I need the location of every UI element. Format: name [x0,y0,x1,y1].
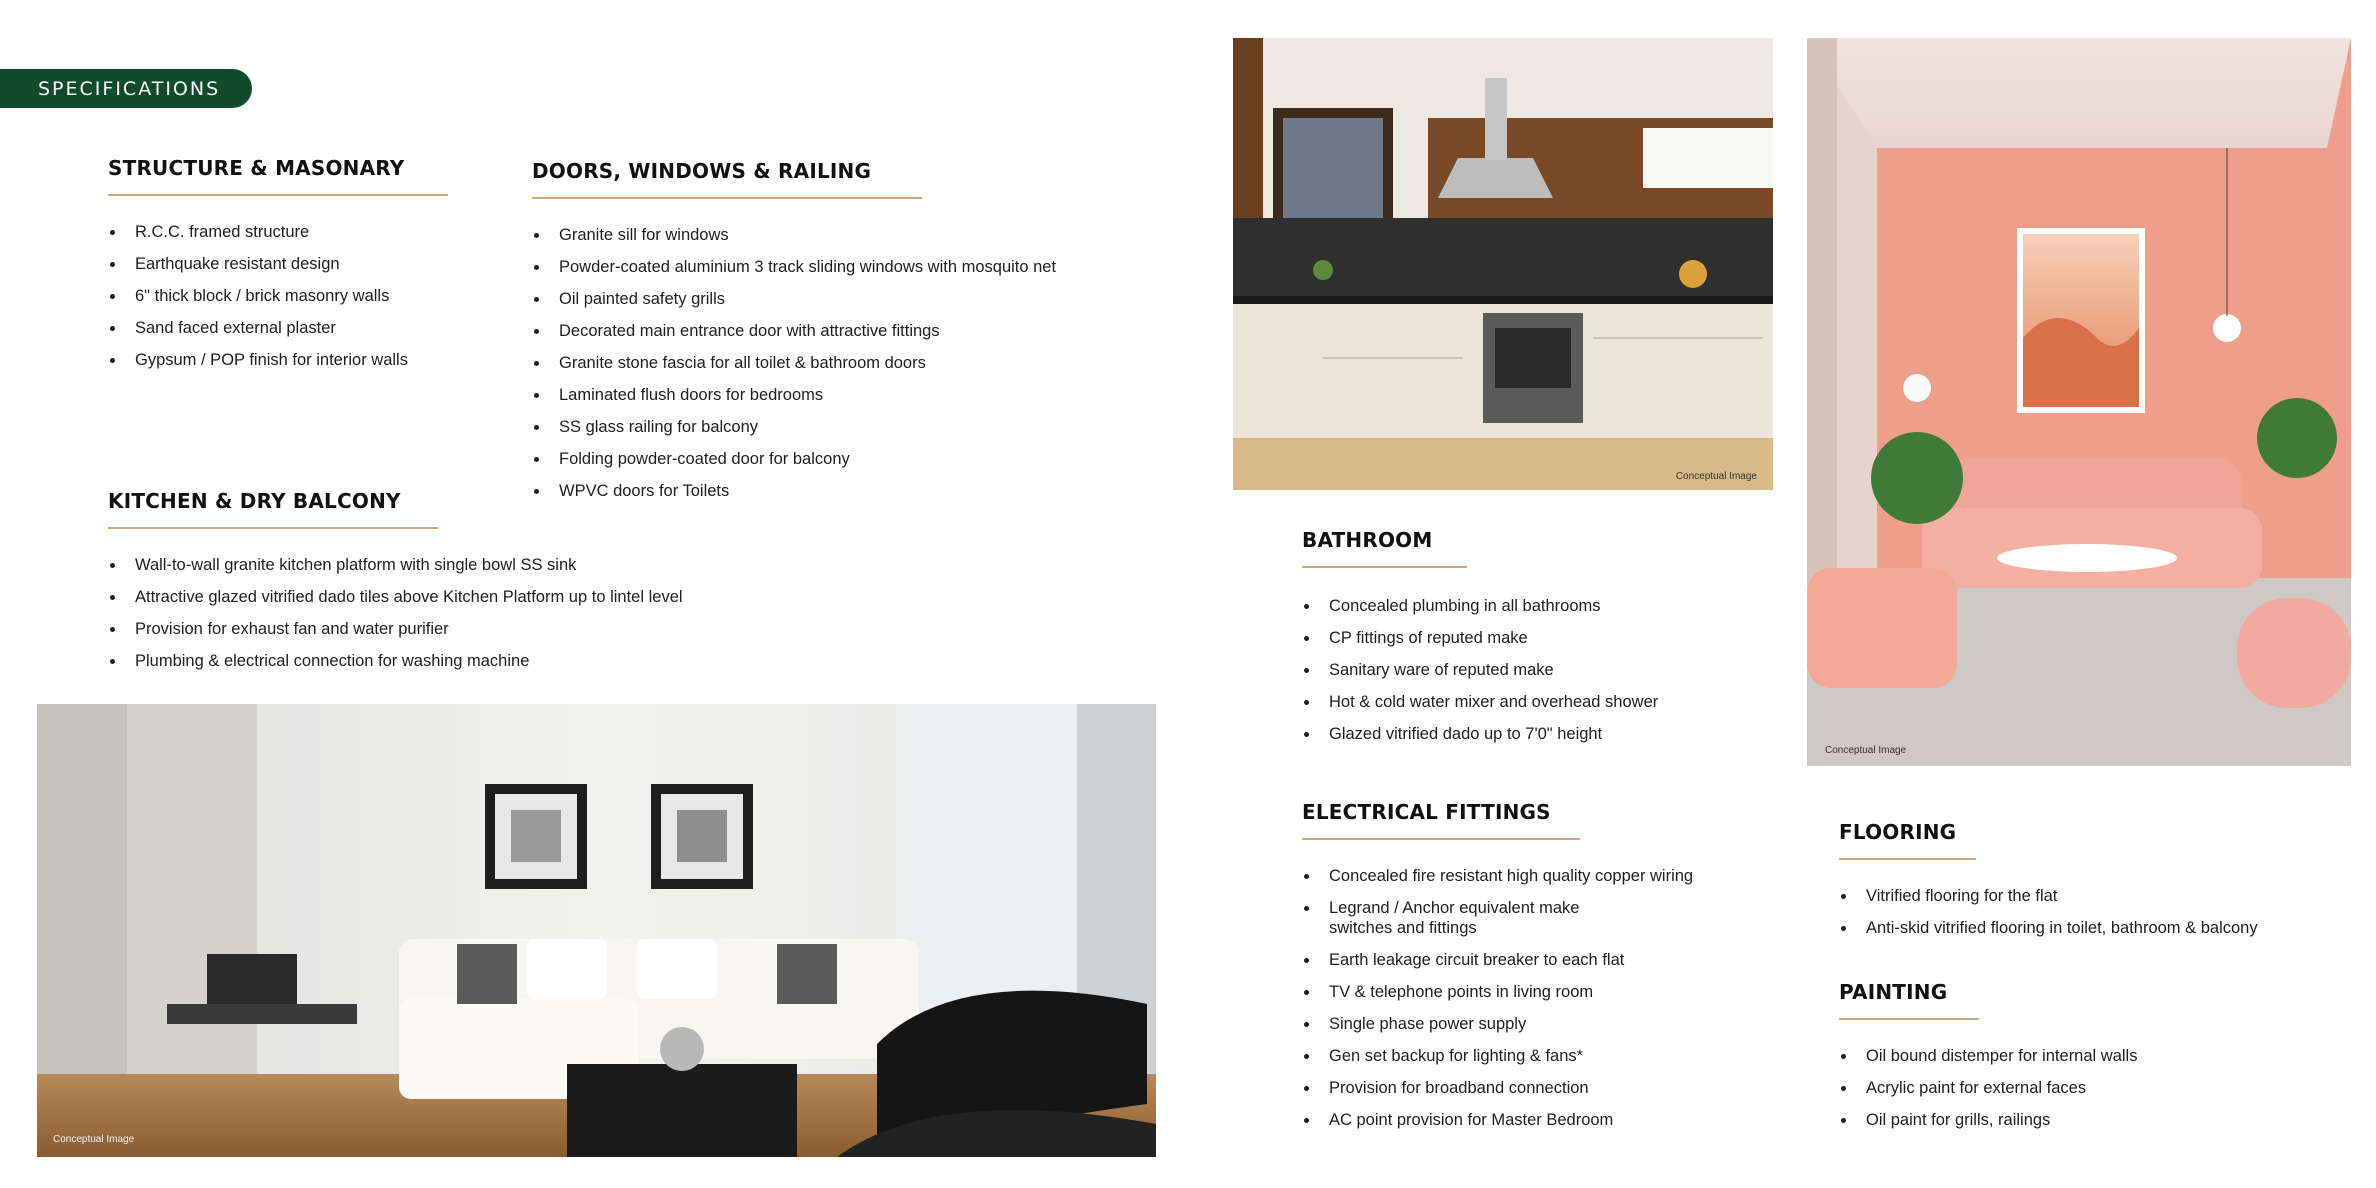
list-item: WPVC doors for Toilets [532,481,922,501]
list-item: CP fittings of reputed make [1302,628,1467,648]
list-item: Provision for broadband connection [1302,1078,1580,1098]
section-title: PAINTING [1839,980,1948,1004]
section-electrical [1302,800,1694,1142]
section-title: ELECTRICAL FITTINGS [1302,800,1551,824]
kitchen-photo [1233,38,1773,490]
section-divider [1302,566,1467,568]
list-item: Single phase power supply [1302,1014,1580,1034]
section-divider [108,194,448,196]
section-title: KITCHEN & DRY BALCONY [108,489,401,513]
spec-list [532,225,1057,501]
photo-caption: Conceptual Image [1675,471,1757,482]
spec-list [1839,886,2258,938]
section-divider [108,527,438,529]
section-divider [532,197,922,199]
list-item: R.C.C. framed structure [108,222,448,242]
list-item: TV & telephone points in living room [1302,982,1580,1002]
list-item: Oil painted safety grills [532,289,922,309]
section-divider [1302,838,1580,840]
list-item: Folding powder-coated door for balcony [532,449,922,469]
list-item: Granite sill for windows [532,225,922,245]
section-title: DOORS, WINDOWS & RAILING [532,159,872,183]
section-title: FLOORING [1839,820,1957,844]
spec-list [1302,596,1659,744]
list-item: Oil bound distemper for internal walls [1839,1046,1979,1066]
list-item: AC point provision for Master Bedroom [1302,1110,1580,1130]
section-flooring [1839,820,2258,950]
list-item: Concealed plumbing in all bathrooms [1302,596,1467,616]
list-item: Glazed vitrified dado up to 7'0" height [1302,724,1467,744]
list-item: Oil paint for grills, railings [1839,1110,1979,1130]
list-item: Granite stone fascia for all toilet & bathroom doors [532,353,922,373]
photo-caption: Conceptual Image [53,1134,135,1145]
photo-caption: Conceptual Image [1825,745,1907,756]
section-structure [108,156,448,382]
list-item: Earthquake resistant design [108,254,448,274]
list-item: Hot & cold water mixer and overhead shower [1302,692,1467,712]
specifications-badge [0,69,252,108]
list-item: Acrylic paint for external faces [1839,1078,1979,1098]
list-item: Wall-to-wall granite kitchen platform with single bowl SS sink [108,555,438,575]
list-item: Concealed fire resistant high quality copper wiring [1302,866,1580,886]
section-divider [1839,858,1976,860]
list-item: Legrand / Anchor equivalent make switches and fittings [1302,898,1589,938]
list-item: Vitrified flooring for the flat [1839,886,1976,906]
list-item: Sanitary ware of reputed make [1302,660,1467,680]
spec-list [1839,1046,2138,1130]
list-item: Gen set backup for lighting & fans* [1302,1046,1580,1066]
list-item: Laminated flush doors for bedrooms [532,385,922,405]
spec-list [1302,866,1694,1130]
section-bathroom [1302,528,1659,756]
section-doors [532,159,1057,513]
list-item: Anti-skid vitrified flooring in toilet, bathroom & balcony [1839,918,1976,938]
list-item: Attractive glazed vitrified dado tiles above Kitchen Platform up to lintel level [108,587,438,607]
specifications-label: SPECIFICATIONS [38,77,221,100]
list-item: Provision for exhaust fan and water purifier [108,619,438,639]
living-room-photo [37,704,1156,1157]
section-painting [1839,980,2138,1142]
section-kitchen [108,489,683,683]
list-item: SS glass railing for balcony [532,417,922,437]
spec-list [108,555,683,671]
list-item: Gypsum / POP finish for interior walls [108,350,448,370]
section-title: BATHROOM [1302,528,1433,552]
list-item: Earth leakage circuit breaker to each flat [1302,950,1580,970]
list-item: Decorated main entrance door with attractive fittings [532,321,922,341]
section-divider [1839,1018,1979,1020]
spec-list [108,222,448,370]
list-item: Powder-coated aluminium 3 track sliding windows with mosquito net [532,257,922,277]
lounge-photo [1807,38,2351,766]
list-item: Plumbing & electrical connection for washing machine [108,651,438,671]
list-item: Sand faced external plaster [108,318,448,338]
section-title: STRUCTURE & MASONARY [108,156,405,180]
list-item: 6" thick block / brick masonry walls [108,286,448,306]
